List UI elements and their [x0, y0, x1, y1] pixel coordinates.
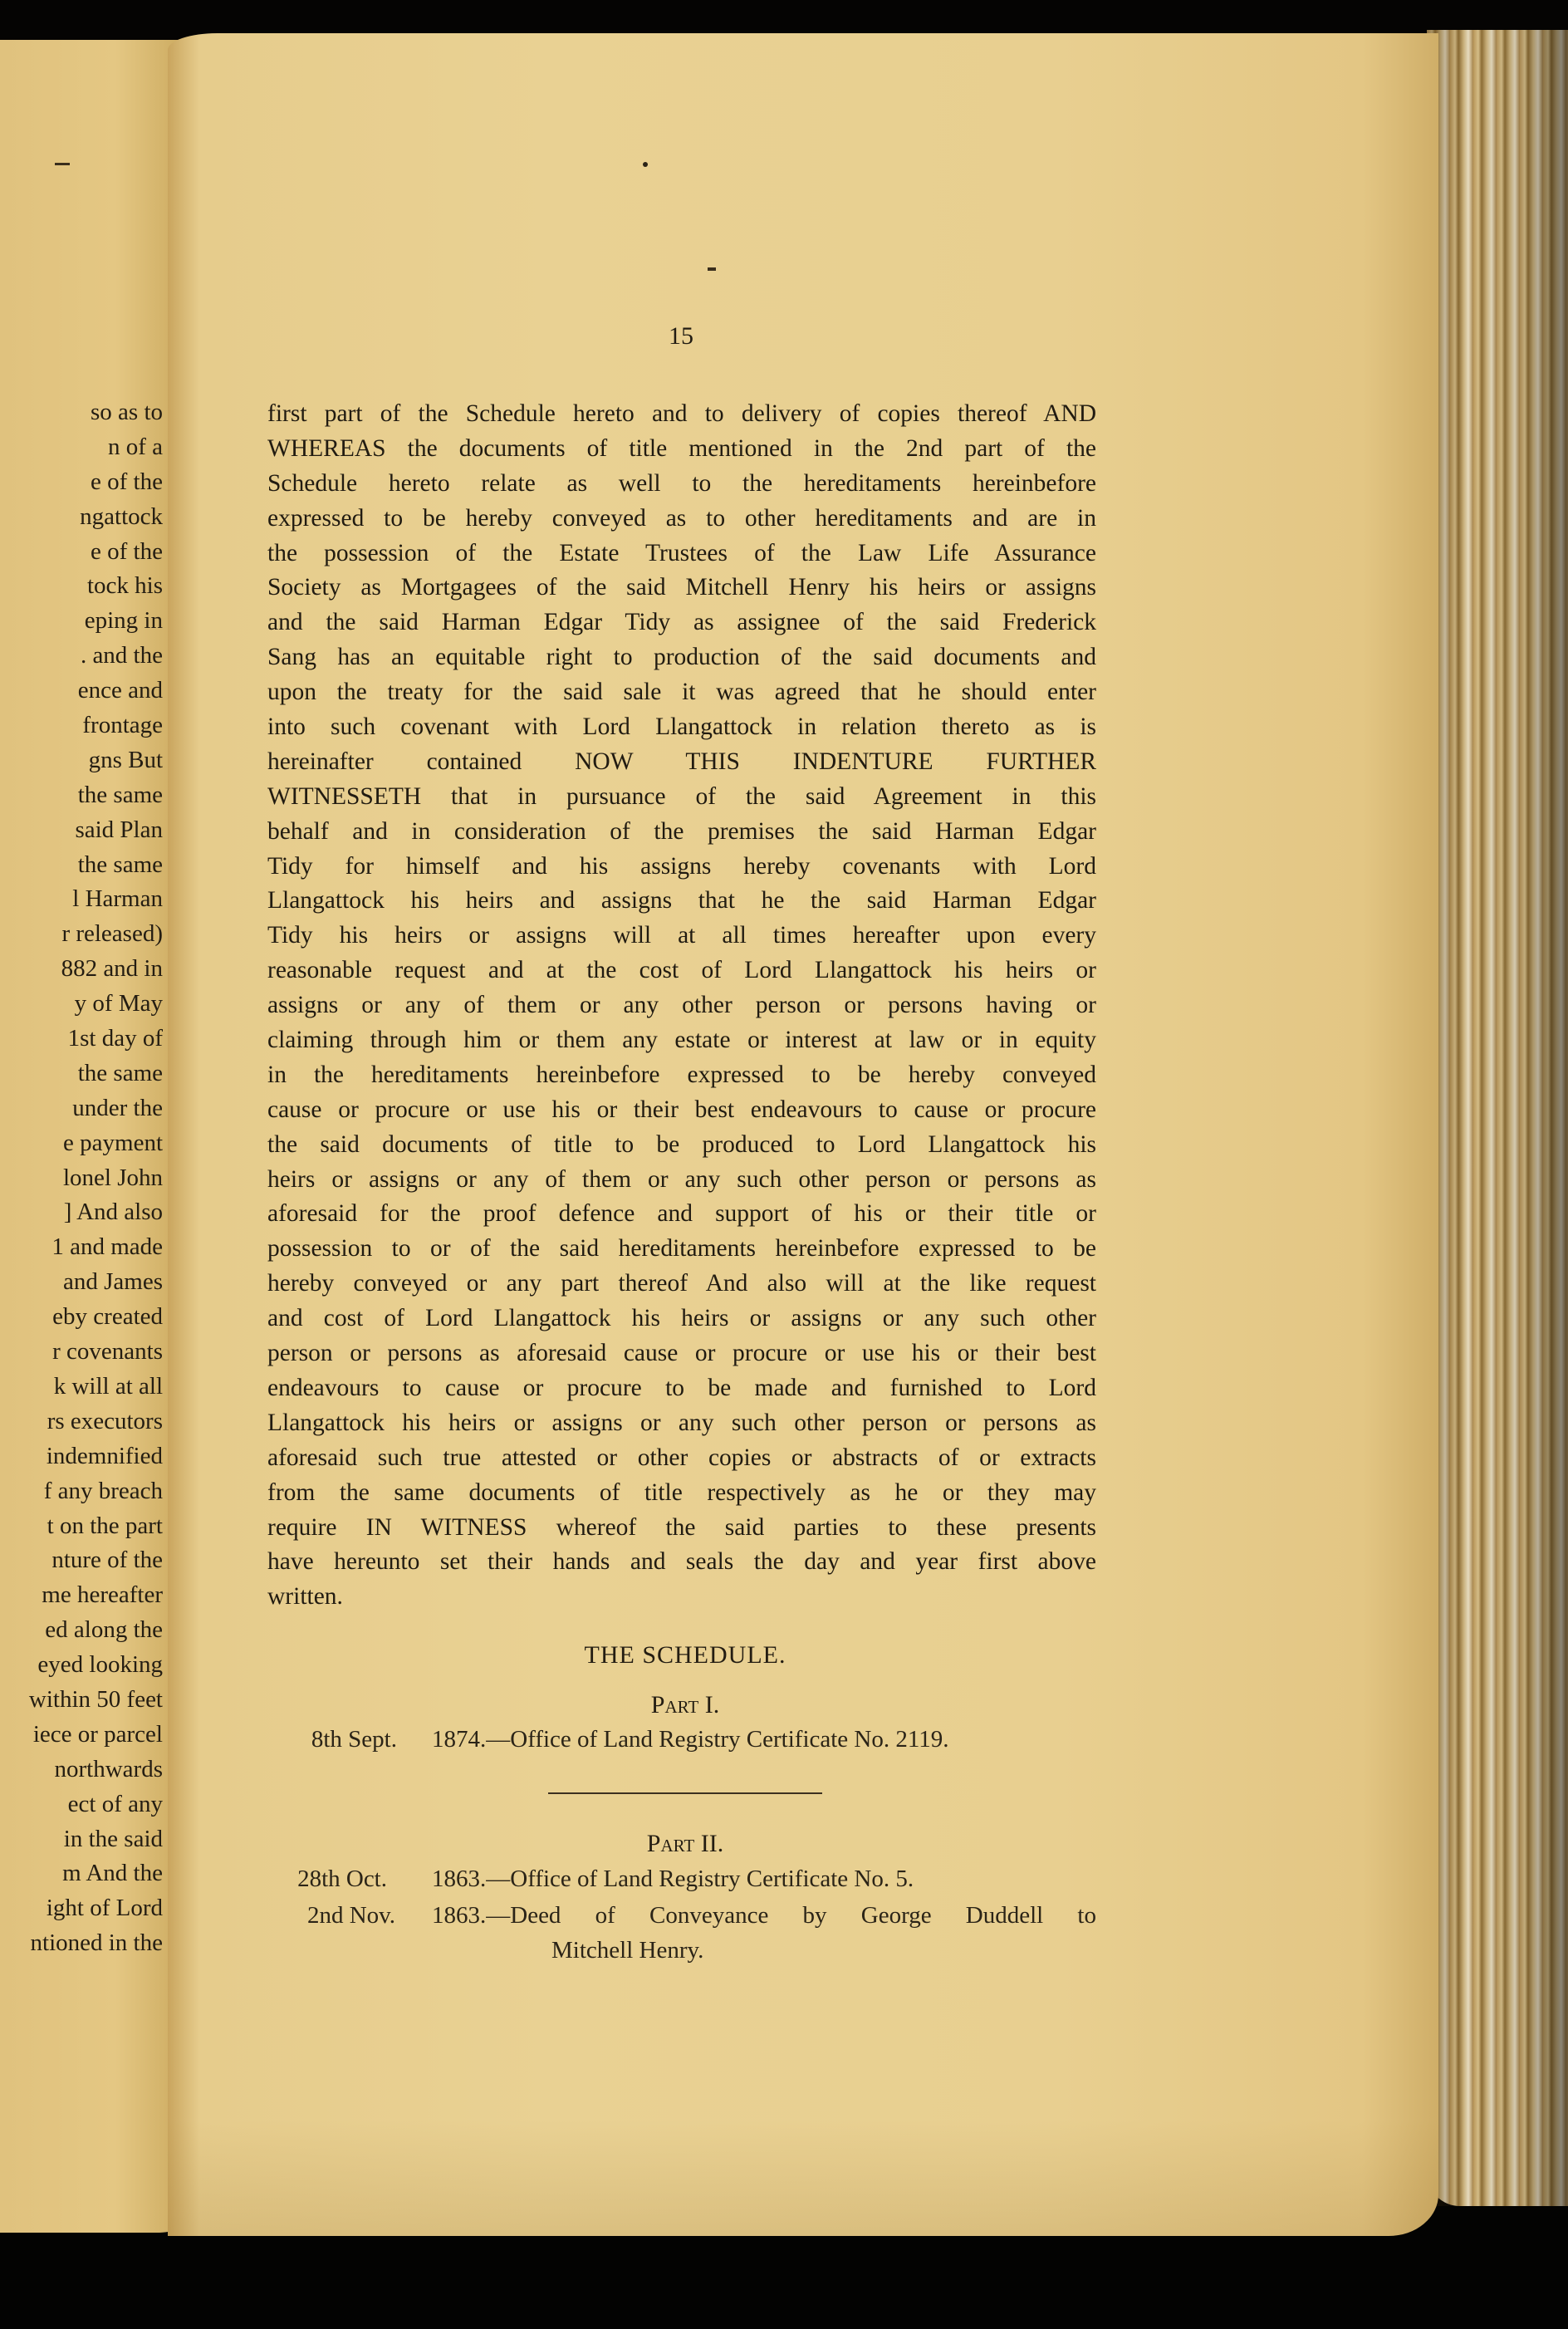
- body-line: and the said Harman Edgar Tidy as assignee of the said Frederick: [267, 609, 1096, 636]
- body-line: first part of the Schedule hereto and to delivery of copies thereof AND: [267, 400, 1096, 427]
- left-page-line: eby created: [52, 1303, 163, 1331]
- left-page-line: so as to: [91, 399, 163, 425]
- body-line: possession to or of the said hereditaments hereinbefore expressed to be: [267, 1235, 1096, 1263]
- body-line: aforesaid for the proof defence and support of his or their title or: [267, 1200, 1096, 1228]
- schedule-entry-text: 1863.—Deed of Conveyance by George Duddell to: [432, 1902, 1096, 1929]
- left-page-line: ect of any: [67, 1790, 163, 1817]
- left-page-line: ence and: [77, 677, 163, 704]
- left-page-line: the same: [77, 1059, 163, 1086]
- body-line: the possession of the Estate Trustees of the Law Life Assurance: [267, 539, 1096, 566]
- body-line: Sang has an equitable right to production of the said documents and: [267, 644, 1096, 671]
- body-line: from the same documents of title respectively as he or they may: [267, 1478, 1096, 1506]
- left-page-mark: [55, 163, 70, 165]
- left-page-line: e of the: [91, 537, 163, 565]
- left-page-line: tock his: [86, 572, 163, 600]
- left-page-line: in the said: [63, 1825, 163, 1852]
- left-page-line: within 50 feet: [28, 1685, 163, 1713]
- schedule-entry-date: 2nd Nov.: [306, 1902, 395, 1929]
- left-page-line: . and the: [80, 642, 163, 669]
- body-text: [267, 397, 1096, 1615]
- schedule-entry-date: 28th Oct.: [297, 1866, 387, 1892]
- schedule-entry-continuation: Mitchell Henry.: [551, 1937, 704, 1964]
- left-page-line: lonel John: [62, 1164, 163, 1191]
- left-page-line: f any breach: [43, 1477, 163, 1504]
- left-page-line: ntioned in the: [30, 1929, 163, 1957]
- left-page-line: and James: [63, 1268, 163, 1296]
- body-line: expressed to be hereby conveyed as to other hereditaments and are in: [267, 504, 1096, 532]
- left-page-line: nture of the: [51, 1547, 163, 1574]
- left-page-line: e of the: [91, 468, 163, 495]
- body-line: assigns or any of them or any other person or persons having or: [267, 992, 1096, 1019]
- part-2-heading: Part II.: [646, 1830, 724, 1857]
- left-page-line: northwards: [54, 1755, 163, 1782]
- left-page-line: rs executors: [47, 1407, 163, 1434]
- body-line: endeavours to cause or procure to be made and furnished to Lord: [267, 1374, 1096, 1401]
- left-page-line: the same: [77, 851, 163, 878]
- body-line: WITNESSETH that in pursuance of the said Agreement in this: [267, 782, 1096, 810]
- left-page-line: said Plan: [75, 816, 163, 843]
- body-line: hereby conveyed or any part thereof And also will at the like request: [267, 1270, 1096, 1297]
- body-line: Llangattock his heirs and assigns that he the said Harman Edgar: [267, 887, 1096, 914]
- left-page-line: e payment: [63, 1129, 163, 1156]
- left-page-line: eping in: [84, 607, 163, 635]
- left-page-line: me hereafter: [42, 1581, 163, 1609]
- body-line: and cost of Lord Llangattock his heirs or assigns or any such other: [267, 1305, 1096, 1332]
- body-line: hereinafter contained NOW THIS INDENTURE FURTHER: [267, 748, 1096, 775]
- body-line: Tidy for himself and his assigns hereby covenants with Lord: [267, 852, 1096, 880]
- left-page-line: ight of Lord: [46, 1895, 163, 1922]
- body-line: Society as Mortgagees of the said Mitchell Henry his heirs or assigns: [267, 574, 1096, 601]
- left-page-line: t on the part: [47, 1512, 163, 1539]
- section-divider: [548, 1792, 822, 1794]
- schedule-entry-text: 1863.—Office of Land Registry Certificate No. 5.: [432, 1866, 914, 1892]
- body-line: Llangattock his heirs or assigns or any such other person or persons as: [267, 1409, 1096, 1436]
- body-line: heirs or assigns or any of them or any such other person or persons as: [267, 1165, 1096, 1193]
- schedule-title: THE SCHEDULE.: [584, 1641, 786, 1669]
- left-page: [0, 40, 193, 2233]
- left-page-text: [0, 395, 163, 1961]
- left-page-line: ed along the: [45, 1616, 163, 1644]
- left-page-line: iece or parcel: [32, 1720, 163, 1748]
- body-line: claiming through him or them any estate or interest at law or in equity: [267, 1027, 1096, 1054]
- left-page-line: 1 and made: [51, 1233, 163, 1261]
- body-line: Schedule hereto relate as well to the hereditaments hereinbefore: [267, 469, 1096, 497]
- left-page-line: 1st day of: [67, 1025, 163, 1052]
- left-page-line: under the: [72, 1094, 163, 1121]
- left-page-line: frontage: [82, 712, 163, 739]
- body-line: WHEREAS the documents of title mentioned in the 2nd part of the: [267, 434, 1096, 462]
- left-page-line: m And the: [62, 1860, 163, 1887]
- left-page-line: ngattock: [80, 503, 163, 530]
- left-page-line: the same: [77, 781, 163, 808]
- body-line: require IN WITNESS whereof the said parties to these presents: [267, 1513, 1096, 1541]
- left-page-line: indemnified: [46, 1442, 163, 1469]
- body-line: in the hereditaments hereinbefore expressed to be hereby conveyed: [267, 1061, 1096, 1088]
- part-1-heading: Part I.: [650, 1691, 720, 1719]
- left-page-line: eyed looking: [37, 1651, 163, 1679]
- left-page-line: n of a: [107, 433, 163, 460]
- left-page-line: k will at all: [53, 1372, 163, 1400]
- schedule-entry-date: 8th Sept.: [311, 1726, 397, 1753]
- body-line: the said documents of title to be produced to Lord Llangattock his: [267, 1130, 1096, 1158]
- body-line: person or persons as aforesaid cause or procure or use his or their best: [267, 1340, 1096, 1367]
- body-line: have hereunto set their hands and seals the day and year first above: [267, 1548, 1096, 1576]
- schedule-entry-text: 1874.—Office of Land Registry Certificate No. 2119.: [432, 1726, 949, 1753]
- left-page-line: 882 and in: [61, 955, 163, 983]
- left-page-line: l Harman: [72, 885, 163, 913]
- body-line: behalf and in consideration of the premises the said Harman Edgar: [267, 817, 1096, 845]
- body-line: into such covenant with Lord Llangattock in relation thereto as is: [267, 713, 1096, 741]
- left-page-line: gns But: [88, 746, 163, 773]
- page-stack-shade: [1427, 30, 1568, 2206]
- body-line: upon the treaty for the said sale it was agreed that he should enter: [267, 679, 1096, 706]
- body-line: reasonable request and at the cost of Lord Llangattock his heirs or: [267, 957, 1096, 984]
- page-number: 15: [669, 322, 693, 350]
- ink-speck: [708, 267, 716, 271]
- left-page-line: r covenants: [52, 1338, 163, 1366]
- left-page-line: ] And also: [63, 1199, 163, 1226]
- ink-speck: [643, 162, 648, 167]
- body-line: cause or procure or use his or their best endeavours to cause or procure: [267, 1096, 1096, 1123]
- left-page-line: y of May: [74, 990, 163, 1017]
- body-line: written.: [267, 1583, 343, 1611]
- body-line: Tidy his heirs or assigns will at all times hereafter upon every: [267, 922, 1096, 949]
- left-page-line: r released): [61, 920, 163, 948]
- body-line: aforesaid such true attested or other copies or abstracts of or extracts: [267, 1444, 1096, 1471]
